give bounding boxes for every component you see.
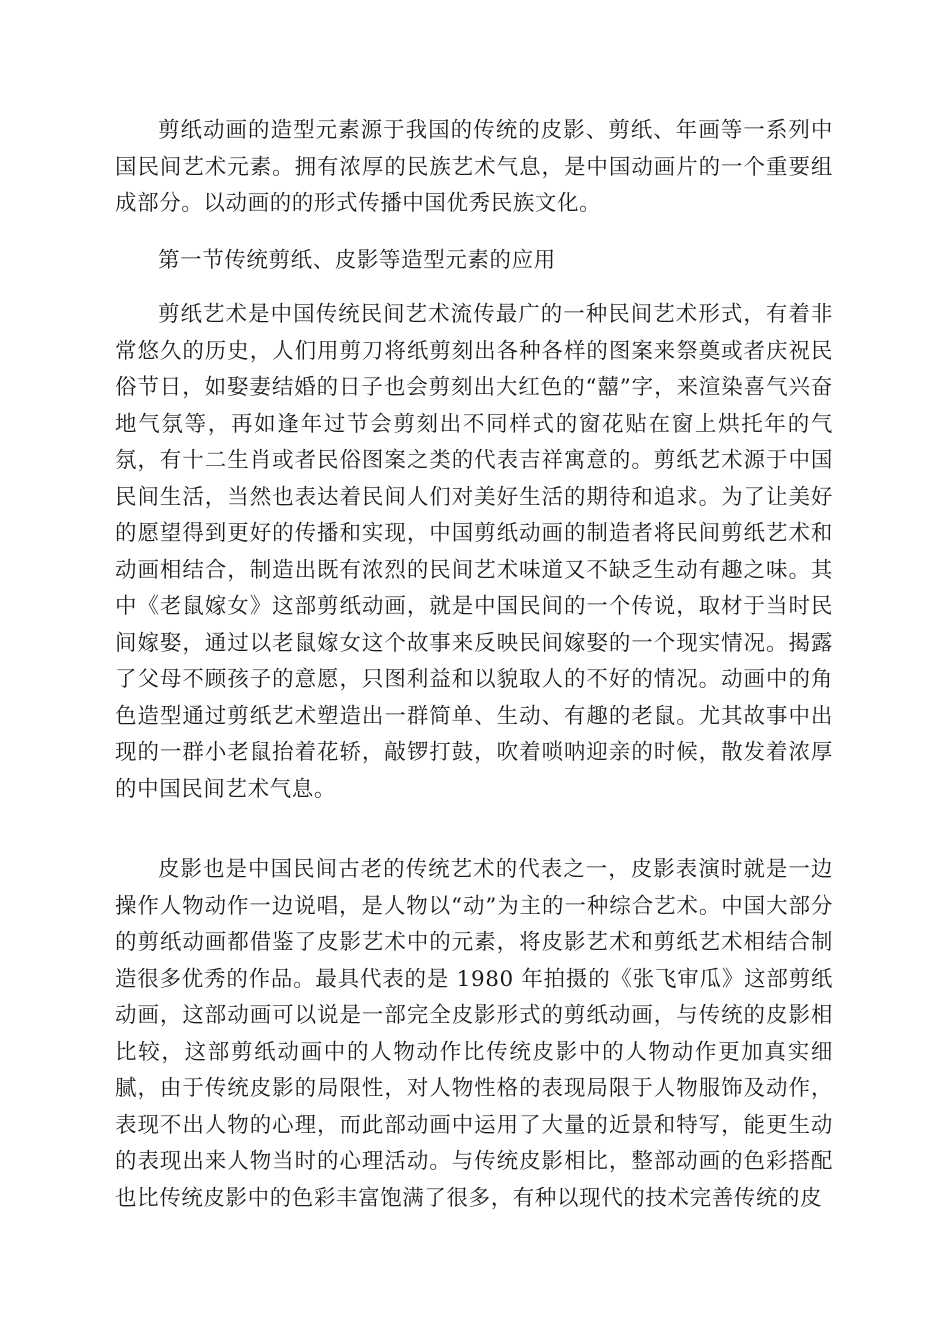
paper-cutting-paragraph: 剪纸艺术是中国传统民间艺术流传最广的一种民间艺术形式，有着非常悠久的历史，人们用剪刀将纸剪刻出各种各样的图案来祭奠或者庆祝民俗节日，如娶妻结婚的日子也会剪刻出大红色的“囍”字，来渲染喜气兴奋地气氛等，再如逢年过节会剪刻出不同样式的窗花贴在窗上烘托年的气氛，有十二生肖或者民俗图案之类的代表吉祥寓意的。剪纸艺术源于中国民间生活，当然也表达着民间人们对美好生活的期待和追求。为了让美好的愿望得到更好的传播和实现，中国剪纸动画的制造者将民间剪纸艺术和动画相结合，制造出既有浓烈的民间艺术味道又不缺乏生动有趣之味。其中《老鼠嫁女》这部剪纸动画，就是中国民间的一个传说，取材于当时民间嫁娶，通过以老鼠嫁女这个故事来反映民间嫁娶的一个现实情况。揭露了父母不顾孩子的意愿，只图利益和以貌取人的不好的情况。动画中的角色造型通过剪纸艺术塑造出一群简单、生动、有趣的老鼠。尤其故事中出现的一群小老鼠抬着花轿，敲锣打鼓，吹着唢呐迎亲的时候，散发着浓厚的中国民间艺术气息。: [115, 302, 833, 802]
intro-paragraph: 剪纸动画的造型元素源于我国的传统的皮影、剪纸、年画等一系列中国民间艺术元素。拥有浓厚的民族艺术气息，是中国动画片的一个重要组成部分。以动画的的形式传播中国优秀民族文化。: [115, 118, 833, 216]
shadow-play-paragraph: 皮影也是中国民间古老的传统艺术的代表之一，皮影表演时就是一边操作人物动作一边说唱，是人物以“动”为主的一种综合艺术。中国大部分的剪纸动画都借鉴了皮影艺术中的元素，将皮影艺术和剪纸艺术相结合制造很多优秀的作品。最具代表的是 1980 年拍摄的《张飞审瓜》这部剪纸动画，这部动画可以说是一部完全皮影形式的剪纸动画，与传统的皮影相比较，这部剪纸动画中的人物动作比传统皮影中的人物动作更加真实细腻，由于传统皮影的局限性，对人物性格的表现局限于人物服饰及动作，表现不出人物的心理，而此部动画中运用了大量的近景和特写，能更生动的表现出来人物当时的心理活动。与传统皮影相比，整部动画的色彩搭配也比传统皮影中的色彩丰富饱满了很多，有种以现代的技术完善传统的皮: [115, 857, 833, 1211]
section-heading: 第一节传统剪纸、皮影等造型元素的应用: [158, 248, 556, 273]
